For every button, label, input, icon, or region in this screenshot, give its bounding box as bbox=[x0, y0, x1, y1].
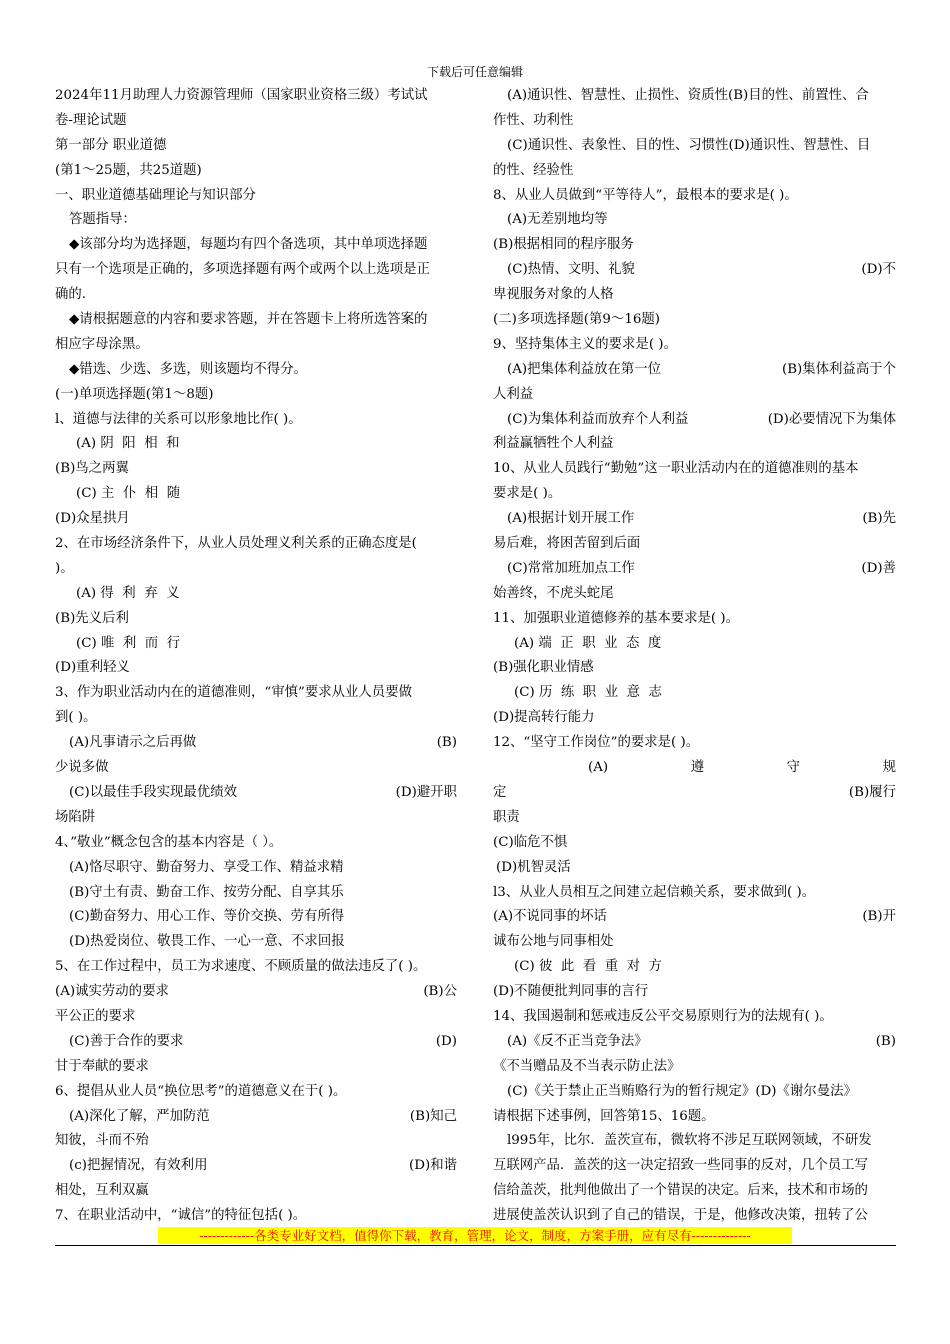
q10-option-d-cont: 始善终，不虎头蛇尾 bbox=[493, 585, 614, 601]
q9-option-d: (D)必要情况下为集体 bbox=[767, 411, 896, 427]
q10-option-d: (D)善 bbox=[861, 560, 896, 576]
left-column bbox=[55, 84, 457, 1229]
section-heading: 一、职业道德基础理论与知识部分 bbox=[55, 187, 256, 203]
question-10-line2: 要求是( )。 bbox=[493, 486, 562, 502]
q3-option-d: (D)避开职 bbox=[395, 784, 457, 800]
q8-options-cd bbox=[493, 258, 896, 283]
q10-option-b-cont: 易后难，将困苦留到后面 bbox=[493, 536, 641, 552]
question-2-line1: 2、在市场经济条件下，从业人员处理义利关系的正确态度是( bbox=[55, 536, 417, 552]
q9-options-cd bbox=[493, 408, 896, 433]
q1-option-a: (A) 阴 阳 相 和 bbox=[76, 436, 180, 452]
q8-option-a: (A)无差别地均等 bbox=[507, 212, 608, 228]
q7-option-ab-line2: 作性、功利性 bbox=[493, 112, 574, 128]
guide-bullet-2-line2: 相应字母涂黑。 bbox=[55, 336, 149, 352]
q6-option-c: (c)把握情况，有效利用 bbox=[69, 1158, 208, 1174]
case-text-line2: 互联网产品．盖茨的这一决定招致一些同事的反对，几个员工写 bbox=[493, 1158, 868, 1174]
q3-option-c: (C)以最佳手段实现最优绩效 bbox=[69, 784, 237, 800]
q14-option-b-cont: 《不当赠品及不当表示防止法》 bbox=[493, 1058, 681, 1074]
q5-option-b: (B)公 bbox=[423, 984, 457, 1000]
question-12: 12、“坚守工作岗位”的要求是( )。 bbox=[493, 735, 700, 751]
q4-option-c: (C)勤奋努力、用心工作、等价交换、劳有所得 bbox=[69, 909, 345, 925]
q5-options-ab bbox=[55, 980, 457, 1005]
guide-bullet-3: ◆错选、少选、多选，则该题均不得分。 bbox=[69, 361, 307, 377]
case-text-line3: 信给盖茨，批判他做出了一个错误的决定。后来，技术和市场的 bbox=[493, 1183, 868, 1199]
q10-option-c: (C)常常加班加点工作 bbox=[507, 560, 635, 576]
q8-option-c: (C)热情、文明、礼貌 bbox=[507, 262, 635, 278]
q11-option-b: (B)强化职业情感 bbox=[493, 660, 594, 676]
q3-option-d-cont: 场陷阱 bbox=[55, 809, 96, 825]
q4-option-a: (A)恪尽职守、勤奋努力、享受工作、精益求精 bbox=[69, 859, 344, 875]
q8-option-d: (D)不 bbox=[861, 262, 896, 278]
exam-title-line2: 卷-理论试题 bbox=[55, 112, 127, 128]
q10-options-ab bbox=[493, 507, 896, 532]
q12-option-a-cont: 定 bbox=[493, 784, 507, 800]
q10-option-b: (B)先 bbox=[862, 511, 896, 527]
q12-option-b: (B)履行 bbox=[848, 784, 896, 800]
q7-option-cd-line2: 的性、经验性 bbox=[493, 162, 574, 178]
q6-options-ab bbox=[55, 1105, 457, 1130]
q14-options-cd: (C)《关于禁止正当贿赂行为的暂行规定》(D)《谢尔曼法》 bbox=[507, 1083, 857, 1099]
q4-option-b: (B)守土有责、勤奋工作、按劳分配、自享其乐 bbox=[69, 884, 344, 900]
q10-options-cd bbox=[493, 557, 896, 582]
q2-option-b: (B)先义后利 bbox=[55, 610, 129, 626]
q13-option-b-cont: 诚布公地与同事相处 bbox=[493, 934, 614, 950]
q7-option-ab-line1: (A)通识性、智慧性、止损性、资质性(B)目的性、前置性、合 bbox=[507, 88, 869, 103]
question-10-line1: 10、从业人员践行“勤勉”这一职业活动内在的道德准则的基本 bbox=[493, 461, 859, 477]
q5-options-cd bbox=[55, 1030, 457, 1055]
question-3-line1: 3、作为职业活动内在的道德准则，“审慎”要求从业人员要做 bbox=[55, 685, 412, 701]
q12-option-a: (A) 遵 守 规 bbox=[588, 760, 896, 776]
q5-option-a: (A)诚实劳动的要求 bbox=[55, 984, 169, 1000]
right-column bbox=[493, 84, 896, 1229]
q4-option-d: (D)热爱岗位、敬畏工作、一心一意、不求回报 bbox=[69, 934, 345, 950]
q3-options-cd bbox=[55, 781, 457, 806]
q7-option-cd-line1: (C)通识性、表象性、目的性、习惯性(D)通识性、智慧性、目 bbox=[507, 137, 871, 153]
question-6: 6、提倡从业人员“换位思考”的道德意义在于( )。 bbox=[55, 1083, 347, 1099]
q1-option-c: (C) 主 仆 相 随 bbox=[76, 486, 181, 502]
q6-option-d: (D)和谐 bbox=[409, 1158, 457, 1174]
q5-option-c: (C)善于合作的要求 bbox=[69, 1033, 184, 1049]
q2-option-d: (D)重利轻义 bbox=[55, 660, 130, 676]
q9-option-d-cont: 利益赢牺牲个人利益 bbox=[493, 436, 614, 452]
q9-option-b-cont: 人利益 bbox=[493, 386, 534, 402]
q9-option-b: (B)集体利益高于个 bbox=[781, 361, 896, 377]
q12-options-ab-cont bbox=[493, 781, 896, 806]
guide-heading: 答题指导： bbox=[69, 212, 136, 228]
q2-option-a: (A) 得 利 弃 义 bbox=[76, 585, 180, 601]
question-8: 8、从业人员做到“平等待人”，最根本的要求是( )。 bbox=[493, 187, 798, 203]
q1-option-b: (B)鸟之两翼 bbox=[55, 461, 129, 477]
case-text-line1: l995年，比尔．盖茨宣布，微软将不涉足互联网领域，不研发 bbox=[507, 1133, 872, 1149]
question-range: (第1～25题，共25道题) bbox=[55, 162, 202, 178]
q13-option-d: (D)不随便批判同事的言行 bbox=[493, 984, 649, 1000]
q9-option-a: (A)把集体利益放在第一位 bbox=[507, 361, 662, 377]
footer-banner: -------------各类专业好文档，值得你下载，教育，管理，论文，制度，方案手册，应有尽有-------------- bbox=[158, 1227, 792, 1244]
q6-option-a: (A)深化了解，严加防范 bbox=[69, 1108, 210, 1124]
q13-option-c: (C) 彼 此 看 重 对 方 bbox=[514, 959, 662, 975]
q11-option-a: (A) 端 正 职 业 态 度 bbox=[514, 635, 662, 651]
question-11: 11、加强职业道德修养的基本要求是( )。 bbox=[493, 610, 739, 626]
question-1: l、道德与法律的关系可以形象地比作( )。 bbox=[55, 411, 302, 427]
guide-bullet-1-line2: 只有一个选项是正确的，多项选择题有两个或两个以上选项是正 bbox=[55, 262, 430, 278]
question-3-line2: 到( )。 bbox=[55, 710, 97, 726]
exam-title-line1: 2024年11月助理人力资源管理师（国家职业资格三级）考试试 bbox=[55, 88, 428, 103]
case-intro: 请根据下述事例，回答第15、16题。 bbox=[493, 1108, 715, 1124]
q11-option-d: (D)提高转行能力 bbox=[493, 710, 595, 726]
q9-options-ab bbox=[493, 358, 896, 383]
part-heading: 第一部分 职业道德 bbox=[55, 137, 167, 153]
q11-option-c: (C) 历 练 职 业 意 志 bbox=[514, 685, 662, 701]
q14-options-ab bbox=[493, 1030, 896, 1055]
q6-options-cd bbox=[55, 1154, 457, 1179]
q5-option-d-cont: 甘于奉献的要求 bbox=[55, 1058, 149, 1074]
q3-option-b-cont: 少说多做 bbox=[55, 760, 109, 776]
q3-option-a: (A)凡事请示之后再做 bbox=[69, 735, 197, 751]
q13-option-b: (B)开 bbox=[862, 909, 896, 925]
case-text-line4: 进展使盖茨认识到了自己的错误，于是，他修改决策，扭转了公 bbox=[493, 1208, 868, 1224]
guide-bullet-1-line1: ◆该部分均为选择题，每题均有四个备选项，其中单项选择题 bbox=[69, 237, 428, 253]
question-9: 9、坚持集体主义的要求是( )。 bbox=[493, 336, 677, 352]
guide-bullet-1-line3: 确的. bbox=[55, 287, 87, 303]
q6-option-b-cont: 知彼，斗而不殆 bbox=[55, 1133, 149, 1149]
footer-divider bbox=[55, 1245, 896, 1246]
guide-bullet-2-line1: ◆请根据题意的内容和要求答题，并在答题卡上将所选答案的 bbox=[69, 312, 428, 328]
multi-choice-heading: (二)多项选择题(第9～16题) bbox=[493, 312, 660, 328]
q3-option-b: (B) bbox=[436, 735, 457, 751]
q14-option-a: (A)《反不正当竞争法》 bbox=[507, 1033, 648, 1049]
q3-options-ab bbox=[55, 731, 457, 756]
q6-option-d-cont: 相处，互利双赢 bbox=[55, 1183, 149, 1199]
q5-option-d: (D) bbox=[435, 1033, 457, 1049]
q5-option-b-cont: 平公正的要求 bbox=[55, 1008, 136, 1024]
q12-option-d: (D)机智灵活 bbox=[496, 859, 571, 875]
question-14: 14、我国遏制和惩戒违反公平交易原则行为的法规有( )。 bbox=[493, 1008, 833, 1024]
q12-option-b-cont: 职责 bbox=[493, 809, 520, 825]
q6-option-b: (B)知己 bbox=[409, 1108, 457, 1124]
question-4: 4、”敬业”概念包含的基本内容是（ ）。 bbox=[55, 834, 283, 850]
q13-option-a: (A)不说同事的坏话 bbox=[493, 909, 607, 925]
q12-option-c: (C)临危不惧 bbox=[493, 834, 568, 850]
single-choice-heading: (一)单项选择题(第1～8题) bbox=[55, 386, 214, 402]
question-2-line2: )。 bbox=[55, 560, 74, 576]
question-13: l3、从业人员相互之间建立起信赖关系，要求做到( )。 bbox=[493, 884, 816, 900]
q13-options-ab bbox=[493, 905, 896, 930]
q9-option-c: (C)为集体利益而放弃个人利益 bbox=[507, 411, 689, 427]
q8-option-d-cont: 卑视服务对象的人格 bbox=[493, 287, 614, 303]
q2-option-c: (C) 唯 利 而 行 bbox=[76, 635, 181, 651]
q10-option-a: (A)根据计划开展工作 bbox=[507, 511, 635, 527]
q14-option-b: (B) bbox=[875, 1033, 896, 1049]
q8-option-b: (B)根据相同的程序服务 bbox=[493, 237, 634, 253]
question-7: 7、在职业活动中，“诚信”的特征包括( )。 bbox=[55, 1208, 307, 1224]
question-5: 5、在工作过程中，员工为求速度、不顾质量的做法违反了( )。 bbox=[55, 959, 427, 975]
q1-option-d: (D)众星拱月 bbox=[55, 511, 130, 527]
header-note: 下载后可任意编辑 bbox=[426, 65, 523, 79]
